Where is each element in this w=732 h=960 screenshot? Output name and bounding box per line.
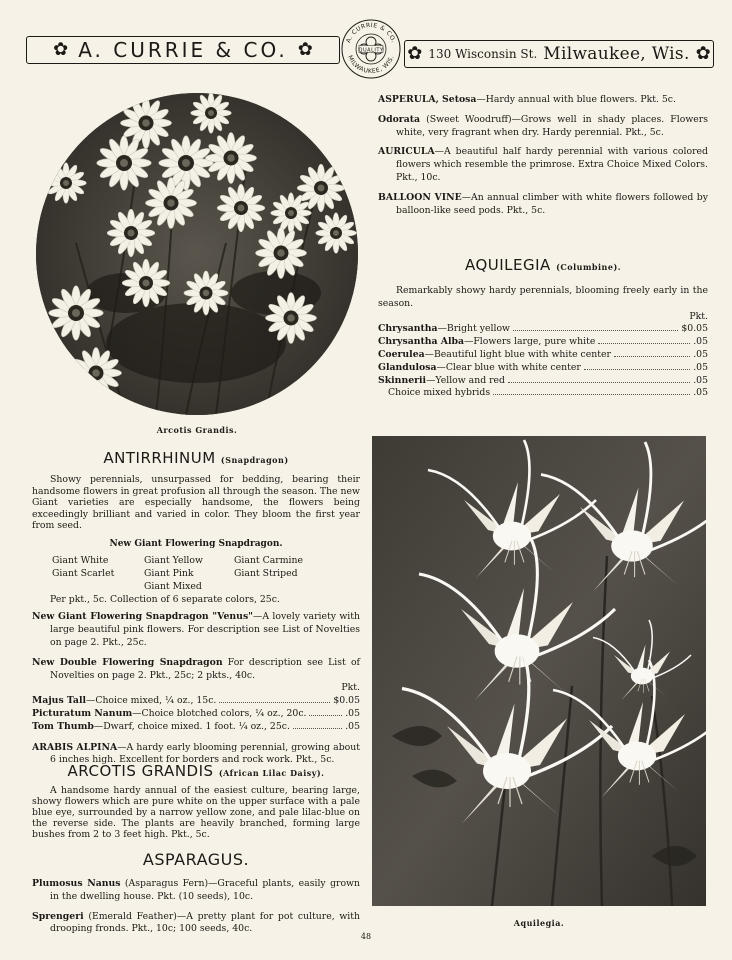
snapdragon-color: Giant White	[52, 555, 109, 567]
snapdragon-color-grid	[32, 555, 360, 593]
aquilegia-section	[378, 285, 708, 400]
price-row: Chrysantha—Bright yellow $0.05	[378, 323, 708, 335]
sprengeri-entry: Sprengeri (Emerald Feather)—A pretty plant for pot culture, with drooping fronds. Pkt., 10c; 100 seeds, 40c.	[32, 910, 360, 935]
snapdragon-color: Giant Mixed	[144, 580, 202, 592]
arcotis-section	[32, 785, 360, 840]
arcotis-photo	[36, 93, 358, 415]
price-row: Chrysantha Alba—Flowers large, pure white .05	[378, 336, 708, 348]
venus-entry: New Giant Flowering Snapdragon "Venus"—A lovely variety with large beautiful pink flowers. For description see List of Novelties on page 2. Pkt., 25c.	[32, 611, 360, 649]
snapdragon-color	[234, 581, 344, 594]
antirrhinum-pkt-header: Pkt.	[341, 682, 360, 694]
street-address: 130 Wisconsin St.	[428, 47, 538, 61]
snapdragon-color	[52, 581, 144, 594]
price-row: Majus Tall—Choice mixed, ¼ oz., 15c. $0.05	[32, 695, 360, 707]
aquilegia-caption: Aquilegia.	[513, 918, 565, 928]
aquilegia-intro: Remarkably showy hardy perennials, blooming freely early in the season.	[378, 285, 708, 309]
ornament-icon: ✿	[695, 43, 711, 64]
company-name: A. CURRIE & CO.	[78, 38, 288, 62]
arabis-entry: ARABIS ALPINA—A hardy early blooming perennial, growing about 6 inches high. Excellent for borders and rock work. Pkt., 5c.	[32, 741, 360, 766]
aquilegia-heading: AQUILEGIA (Columbine).	[464, 256, 622, 274]
balloon-vine-entry: BALLOON VINE—An annual climber with white flowers followed by balloon-like seed pods. Pkt., 5c.	[378, 191, 708, 216]
price-row: Tom Thumb—Dwarf, choice mixed. 1 foot. ¼ oz., 25c. .05	[32, 720, 360, 732]
company-name-box	[26, 36, 340, 64]
snapdragon-color: Giant Pink	[144, 568, 194, 580]
price-row: Choice mixed hybrids .05	[388, 387, 708, 399]
aquilegia-pkt-header: Pkt.	[689, 310, 708, 322]
plumosus-entry: Plumosus Nanus (Asparagus Fern)—Graceful plants, easily grown in the dwelling house. Pkt. (10 seeds), 10c.	[32, 878, 361, 902]
arcotis-heading: ARCOTIS GRANDIS (African Lilac Daisy).	[67, 762, 325, 780]
seal-top-text: A. CURRIE & CO.	[345, 21, 398, 44]
asperula-entry: ASPERULA, Setosa—Hardy annual with blue flowers. Pkt. 5c.	[378, 94, 676, 105]
snapdragon-color: Giant Striped	[234, 568, 298, 580]
page-number: 48	[360, 932, 372, 941]
ornament-icon: ✿	[407, 43, 423, 64]
seal-bottom-text: MILWAUKEE, WIS.	[346, 54, 396, 76]
price-row: Glandulosa—Clear blue with white center .05	[378, 361, 708, 373]
asparagus-heading: ASPARAGUS.	[142, 850, 250, 869]
giant-price: Per pkt., 5c. Collection of 6 separate colors, 25c.	[50, 593, 280, 605]
antirrhinum-section	[32, 474, 360, 774]
seal-center-text: QUALITY	[358, 47, 384, 54]
price-row: Picturatum Nanum—Choice blotched colors, ¼ oz., 20c. .05	[32, 708, 360, 720]
snapdragon-color: Giant Scarlet	[52, 568, 115, 580]
arcotis-text: A handsome hardy annual of the easiest culture, bearing large, showy flowers which are pure white on the upper surface with a pale blue eye, surrounded by a narrow yellow zone, and pale lilac-blue on the reverse side. The plants are heavily branched, forming large bushes from 2 to 3 feet high. Pkt., 5c.	[32, 785, 360, 840]
antirrhinum-price-list	[32, 695, 360, 733]
aquilegia-price-list	[378, 323, 708, 400]
arcotis-caption: Arcotis Grandis.	[156, 425, 238, 435]
auricula-entry: AURICULA—A beautiful half hardy perennial with various colored flowers which resemble the primrose. Extra Choice Mixed Colors. Pkt., 10c.	[378, 146, 708, 183]
svg-text:A. CURRIE & CO.	[345, 22, 397, 44]
aquilegia-photo	[372, 436, 706, 906]
antirrhinum-heading: ANTIRRHINUM (Snapdragon)	[103, 449, 289, 467]
city-address: Milwaukee, Wis.	[543, 44, 690, 64]
antirrhinum-intro: Showy perennials, unsurpassed for bedding, bearing their handsome flowers in great profusion all through the season. The new Giant varieties are especially handsome, the flowers being exceedingly brilliant and varied in color. They bloom the first year from seed.	[32, 474, 360, 531]
address-box	[404, 40, 714, 68]
ornament-icon: ✿	[297, 39, 313, 60]
odorata-entry: Odorata (Sweet Woodruff)—Grows well in shady places. Flowers white, very fragrant when dry. Hardy perennial. Pkt., 5c.	[378, 113, 708, 138]
right-top-entries	[378, 94, 708, 224]
ornament-icon: ✿	[53, 39, 69, 60]
price-row: Skinnerii—Yellow and red .05	[378, 374, 708, 386]
quality-seal	[340, 18, 402, 80]
giant-snapdragon-heading: New Giant Flowering Snapdragon.	[109, 538, 283, 549]
snapdragon-color: Giant Carmine	[234, 555, 304, 567]
snapdragon-color: Giant Yellow	[144, 555, 203, 567]
price-row: Coerulea—Beautiful light blue with white center .05	[378, 348, 708, 360]
double-snapdragon-entry: New Double Flowering Snapdragon For description see List of Novelties on page 2. Pkt., 25c; 2 pkts., 40c.	[32, 656, 360, 681]
